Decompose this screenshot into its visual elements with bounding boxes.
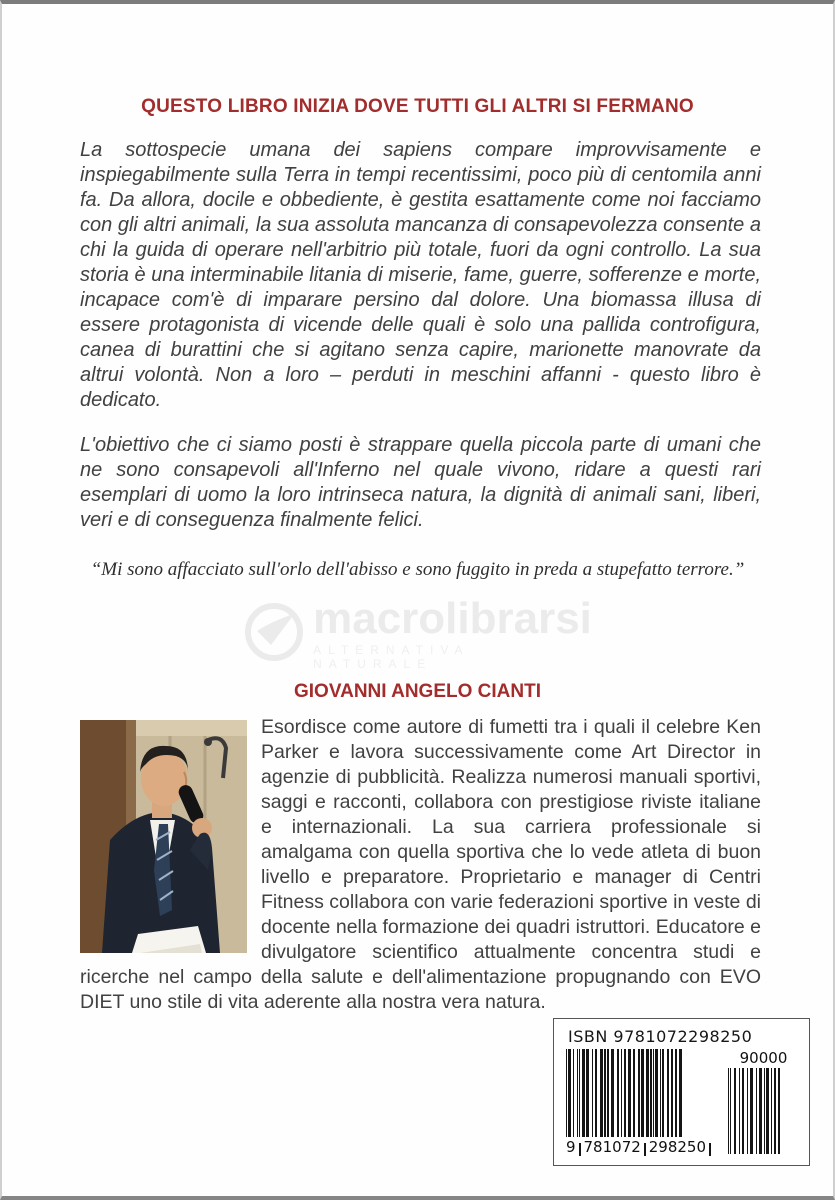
watermark-wordmark: macrolibrarsi (313, 594, 592, 643)
author-photo (80, 720, 247, 953)
author-bio-block (80, 715, 761, 1015)
intro-paragraph-1: La sottospecie umana dei sapiens compare improvvisamente e inspiegabilmente sulla Terra in tempi recentissimi, poco più di centomila anni fa. Da allora, docile e obbediente, è gestita esattamente come noi facciamo con gli altri animali, la sua assoluta mancanza di consapevolezza consente a chi la guida di operare nell'arbitrio più totale, fuori da ogni controllo. La sua storia è una interminabile litania di miserie, fame, guerre, sofferenze e morte, incapace com'è di imparare persino dal dolore. Una biomassa illusa di essere protagonista di vicende delle quali è solo una pallida controfigura, canea di burattini che si agitano senza capire, marionette manovrate da altrui volontà. Non a loro – perduti in meschini affanni - questo libro è dedicato. (80, 139, 761, 411)
barcode-main (566, 1049, 714, 1137)
barcode-addon-label: 90000 (739, 1049, 788, 1067)
page-title: QUESTO LIBRO INIZIA DOVE TUTTI GLI ALTRI SI FERMANO (141, 96, 694, 117)
author-bio-text: Esordisce come autore di fumetti tra i quali il celebre Ken Parker e lavora successivamente come Art Director in agenzie di pubblicità. Realizza numerosi manuali sportivi, saggi e racconti, collabora con prestigiose riviste italiane e internazionali. La sua carriera professionale si amalgama con quella sportiva che lo vede atleta di buon livello e preparatore. Proprietario e manager di Centri Fitness collabora con varie federazioni sportive in veste di docente nella formazione dei quadri istruttori. Educatore e divulgatore scientifico attualmente concentra studi e ricerche nel campo della salute e dell'alimentazione propugnando con EVO DIET uno stile di vita aderente alla nostra vera natura. (80, 716, 761, 1013)
barcode-addon (728, 1068, 799, 1154)
isbn-barcode-box (553, 1018, 810, 1166)
pull-quote: “Mi sono affacciato sull'orlo dell'abisso e sono fuggito in preda a stupefatto terrore.” (90, 559, 745, 580)
watermark-tagline: ALTERNATIVA NATURALE (313, 643, 469, 671)
watermark-leaf-icon (243, 601, 305, 668)
intro-paragraph-2: L'obiettivo che ci siamo posti è strappare quella piccola parte di umani che ne sono consapevoli all'Inferno nel quale vivono, ridare a questi rari esemplari di uomo la loro intrinseca natura, la dignità di animali sani, liberi, veri e di conseguenza finalmente felici. (80, 434, 761, 531)
publisher-watermark (248, 594, 592, 671)
barcode-digits: 9 781072 298250 (566, 1138, 714, 1156)
isbn-label: ISBN 9781072298250 (568, 1027, 753, 1046)
author-name: GIOVANNI ANGELO CIANTI (294, 681, 541, 702)
